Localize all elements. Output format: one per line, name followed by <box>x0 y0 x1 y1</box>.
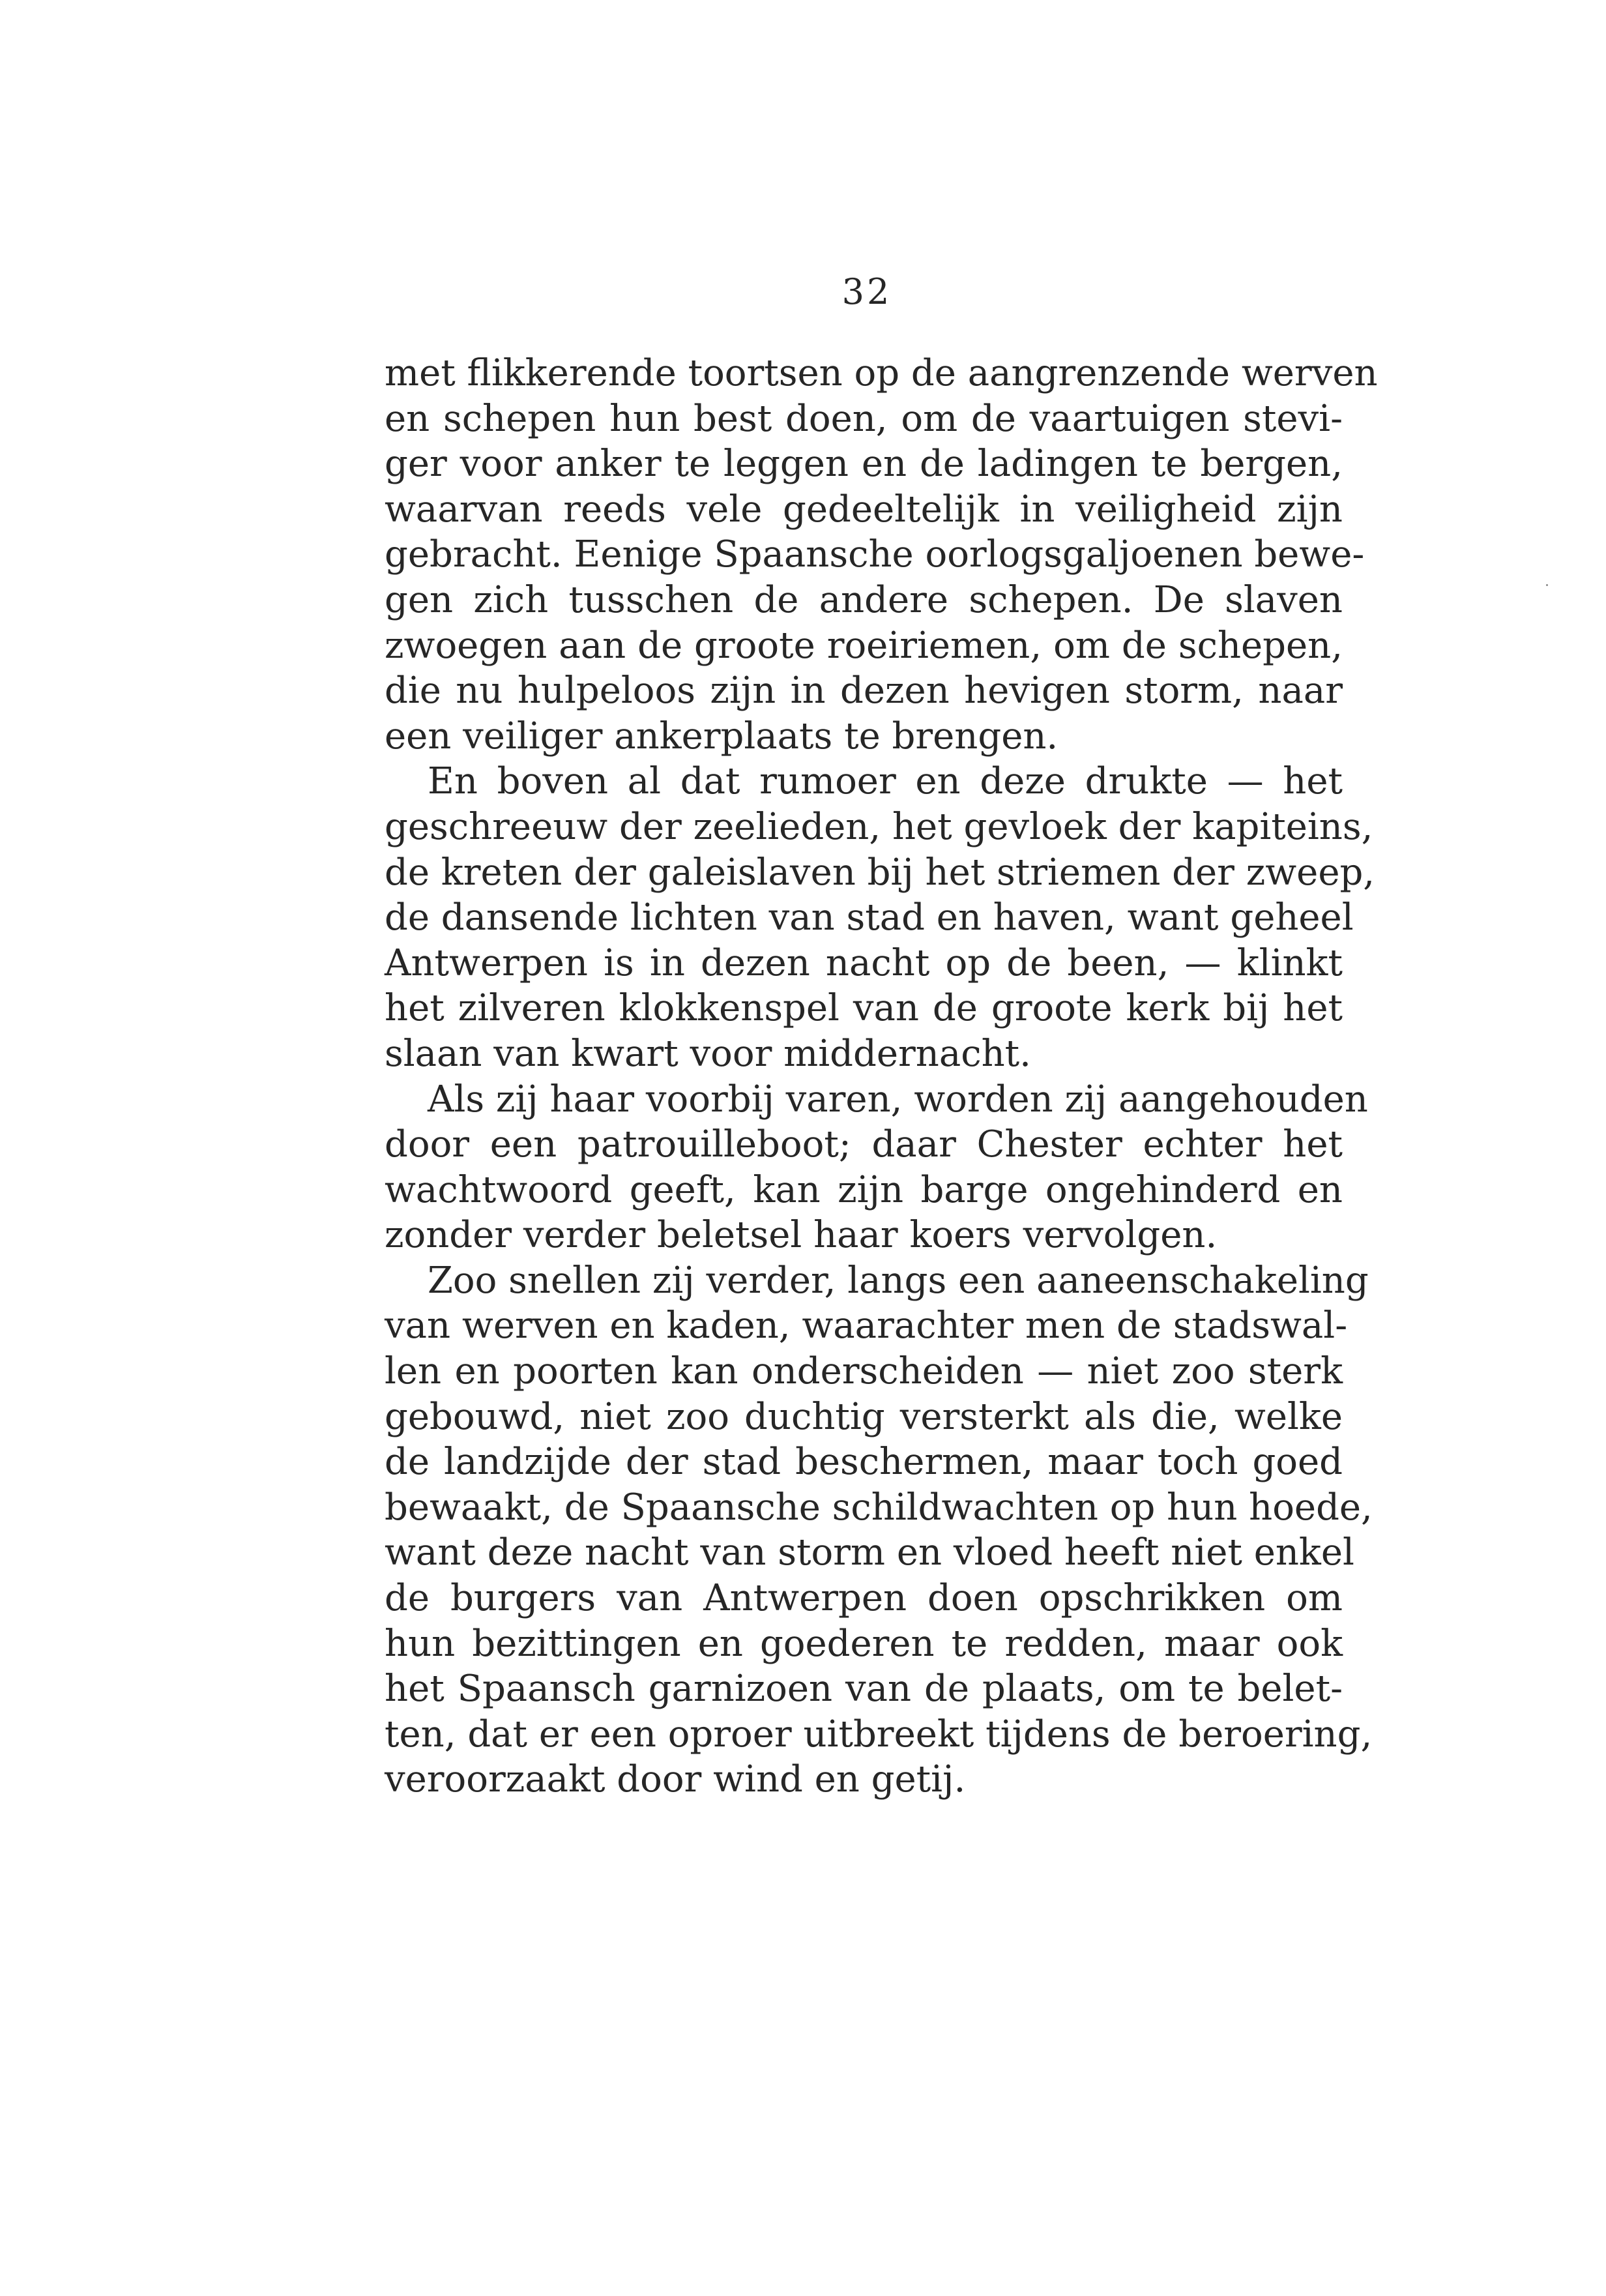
text-line: het zilveren klokkenspel van de groote kerk bij het <box>385 987 1343 1030</box>
text-line: een veiliger ankerplaats te brengen. <box>385 714 1058 758</box>
text-line: gebouwd, niet zoo duchtig versterkt als die, welke <box>385 1395 1343 1438</box>
text-line: van werven en kaden, waarachter men de stadswal- <box>385 1304 1348 1347</box>
text-line: de landzijde der stad beschermen, maar toch goed <box>385 1441 1343 1484</box>
text-line: bewaakt, de Spaansche schildwachten op hun hoede, <box>385 1486 1373 1529</box>
text-line: gebracht. Eenige Spaansche oorlogsgaljoenen bewe- <box>385 533 1365 576</box>
text-line: En boven al dat rumoer en deze drukte — het <box>428 760 1343 803</box>
text-line: gen zich tusschen de andere schepen. De slaven <box>385 578 1343 621</box>
text-line: want deze nacht van storm en vloed heeft niet enkel <box>385 1531 1354 1574</box>
page-number: 32 <box>841 271 892 312</box>
text-line: het Spaansch garnizoen van de plaats, om te belet- <box>385 1668 1343 1711</box>
text-line: veroorzaakt door wind en getij. <box>385 1758 966 1801</box>
text-line: geschreeuw der zeelieden, het gevloek der kapiteins, <box>385 805 1373 848</box>
text-line: die nu hulpeloos zijn in dezen hevigen storm, naar <box>385 670 1343 713</box>
text-line: de dansende lichten van stad en haven, want geheel <box>385 896 1354 939</box>
text-line: zwoegen aan de groote roeiriemen, om de schepen, <box>385 624 1343 667</box>
text-line: zonder verder beletsel haar koers vervolgen. <box>385 1214 1218 1257</box>
text-line: ger voor anker te leggen en de ladingen te bergen, <box>385 443 1343 486</box>
text-line: Als zij haar voorbij varen, worden zij aangehouden <box>428 1078 1368 1121</box>
body-text <box>385 351 1378 1803</box>
text-line: door een patrouilleboot; daar Chester echter het <box>385 1123 1343 1166</box>
text-line: en schepen hun best doen, om de vaartuigen stevi- <box>385 397 1343 440</box>
text-line: de kreten der galeislaven bij het striemen der zweep, <box>385 851 1375 894</box>
text-line: met flikkerende toortsen op de aangrenzende werven <box>385 352 1378 394</box>
text-line: slaan van kwart voor middernacht. <box>385 1032 1031 1075</box>
text-line: Antwerpen is in dezen nacht op de been, — klinkt <box>385 941 1343 984</box>
text-line: wachtwoord geeft, kan zijn barge ongehinderd en <box>385 1168 1343 1211</box>
text-line: ten, dat er een oproer uitbreekt tijdens de beroering, <box>385 1713 1373 1756</box>
text-line: Zoo snellen zij verder, langs een aaneenschakeling <box>428 1259 1369 1302</box>
text-line: hun bezittingen en goederen te redden, maar ook <box>385 1622 1343 1665</box>
text-line: waarvan reeds vele gedeeltelijk in veiligheid zijn <box>385 488 1343 531</box>
text-line: de burgers van Antwerpen doen opschrikken om <box>385 1577 1343 1620</box>
margin-speck <box>1546 584 1548 586</box>
text-line: len en poorten kan onderscheiden — niet zoo sterk <box>385 1350 1343 1393</box>
